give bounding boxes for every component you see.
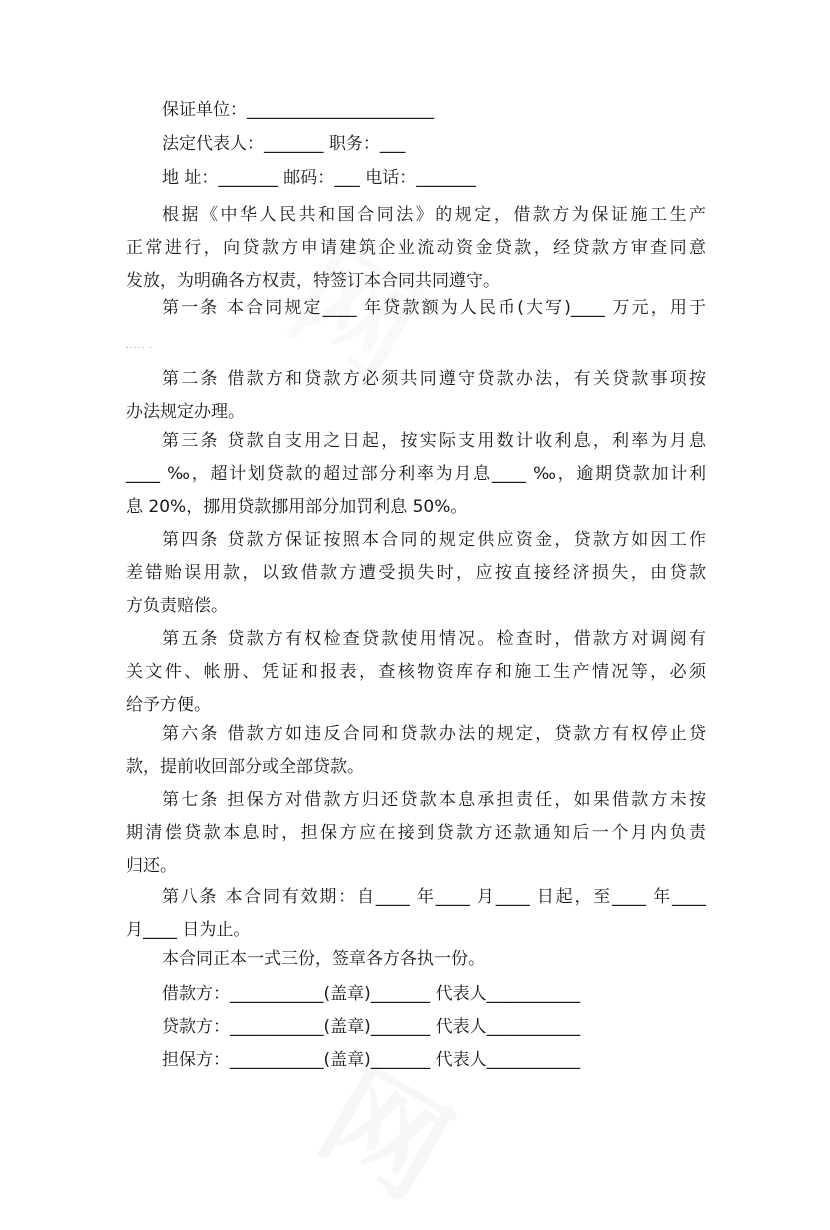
address-field: 地 址：_______ 邮码：___ 电话：_______ <box>162 168 476 188</box>
article-4-line: 方负责赔偿。 <box>126 596 228 616</box>
article-7-line: 归还。 <box>126 856 177 876</box>
preamble-line: 发放，为明确各方权责，特签订本合同共同遵守。 <box>126 271 500 291</box>
article-1-continuation: ..... . <box>126 341 154 351</box>
article-4-line: 第四条 贷款方保证按照本合同的规定供应资金，贷款方如因工作 <box>162 530 706 550</box>
article-6-line: 第六条 借款方如违反合同和贷款办法的规定，贷款方有权停止贷 <box>162 724 706 744</box>
article-7-line: 第七条 担保方对借款方归还贷款本息承担责任，如果借款方未按 <box>162 790 706 810</box>
lender-signature-line: 贷款方：___________(盖章)_______ 代表人___________ <box>162 1017 581 1037</box>
article-2-line: 办法规定办理。 <box>126 402 245 422</box>
article-5-line: 关文件、帐册、凭证和报表，查核物资库存和施工生产情况等，必须 <box>126 662 706 682</box>
article-7-line: 期清偿贷款本息时，担保方应在接到贷款方还款通知后一个月内负责 <box>126 823 706 843</box>
article-4-line: 差错贻误用款，以致借款方遭受损失时，应按直接经济损失，由贷款 <box>126 563 706 583</box>
guarantor-unit-field: 保证单位：______________________ <box>162 100 434 120</box>
article-3-line: 息 20%，挪用贷款挪用部分加罚利息 50%。 <box>126 497 468 517</box>
article-3-line: 第三条 贷款自支用之日起，按实际支用数计收利息，利率为月息 <box>162 431 706 451</box>
preamble-line: 正常进行，向贷款方申请建筑企业流动资金贷款，经贷款方审查同意 <box>126 238 706 258</box>
article-3-line: ____ ‰，超计划贷款的超过部分利率为月息____ ‰，逾期贷款加计利 <box>126 464 706 484</box>
article-5-line: 给予方便。 <box>126 695 211 715</box>
article-6-line: 款，提前收回部分或全部贷款。 <box>126 757 364 777</box>
article-8-line: 第八条 本合同有效期：自____ 年____ 月____ 日起，至____ 年____ <box>162 887 706 907</box>
article-1-line: 第一条 本合同规定____ 年贷款额为人民币(大写)____ 万元，用于 <box>162 298 706 318</box>
borrower-signature-line: 借款方：___________(盖章)_______ 代表人___________ <box>162 984 581 1004</box>
copies-statement: 本合同正本一式三份，签章各方各执一份。 <box>162 949 485 969</box>
preamble-line: 根据《中华人民共和国合同法》的规定，借款方为保证施工生产 <box>162 205 706 225</box>
article-8-line: 月____ 日为止。 <box>126 920 251 940</box>
guarantor-signature-line: 担保方：___________(盖章)_______ 代表人___________ <box>162 1050 581 1070</box>
article-2-line: 第二条 借款方和贷款方必须共同遵守贷款办法，有关贷款事项按 <box>162 369 706 389</box>
article-5-line: 第五条 贷款方有权检查贷款使用情况。检查时，借款方对调阅有 <box>162 629 706 649</box>
legal-rep-field: 法定代表人：_______ 职务：___ <box>162 134 406 154</box>
